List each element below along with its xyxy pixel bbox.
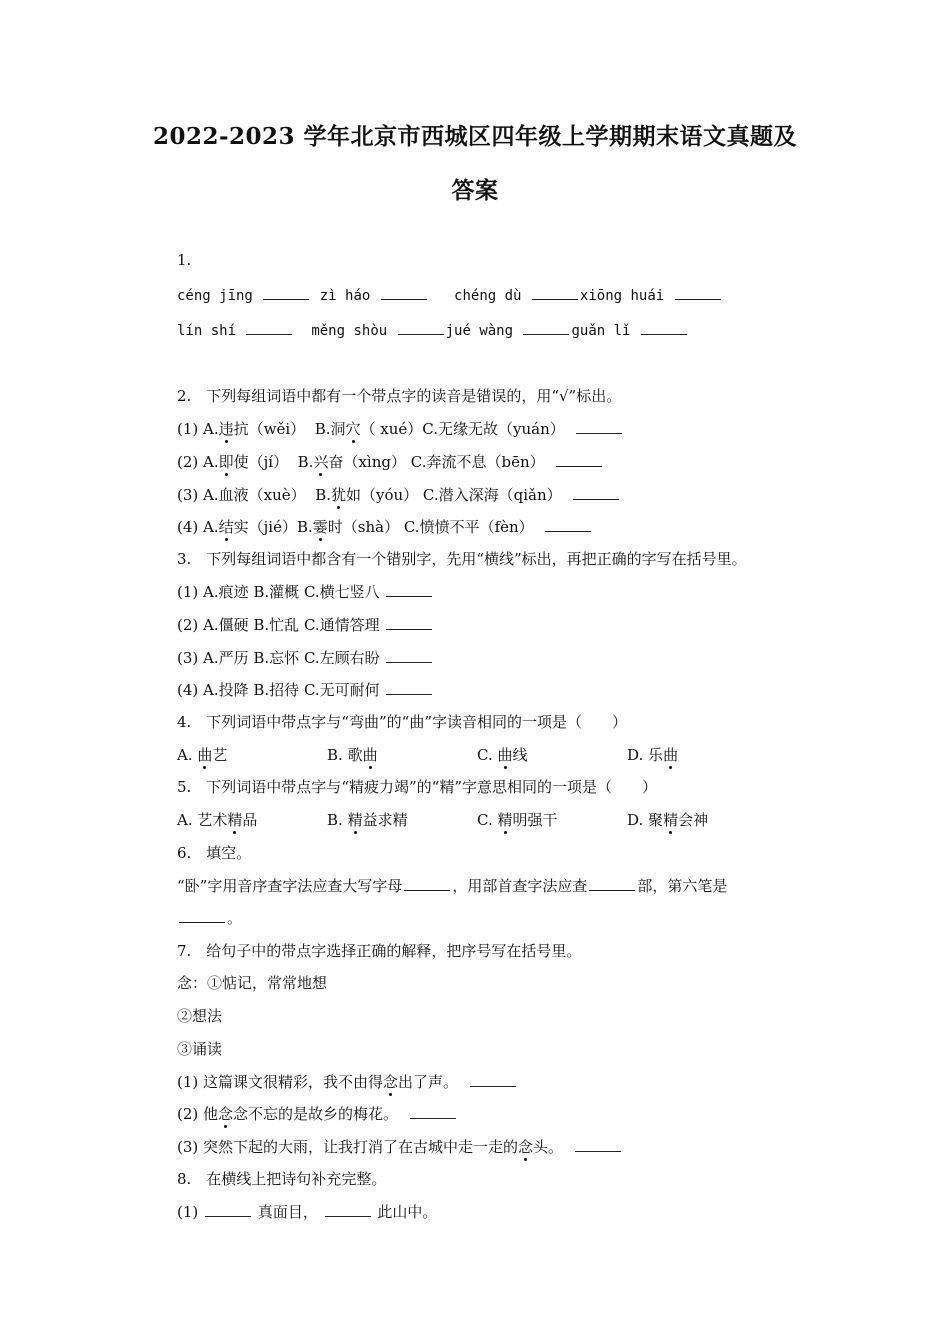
sentence-text: 念不忘的是故乡的梅花。 xyxy=(233,1105,399,1123)
q3-item-text: (3) A.严历 B.忘怀 C.左顾右盼 xyxy=(177,649,380,667)
option-a-text: 使（jí） xyxy=(233,453,289,471)
option-text: 艺术 xyxy=(197,811,228,829)
q4-option-d xyxy=(627,745,777,765)
q8-line-1 xyxy=(177,1202,437,1222)
q1-pinyin: céng jīng xyxy=(177,288,253,304)
option-a-text: 实（jié） xyxy=(233,518,297,536)
dotted-char: 精 xyxy=(347,811,363,829)
dotted-char: 穴 xyxy=(345,420,361,438)
q3-item-2 xyxy=(177,615,434,635)
answer-blank xyxy=(325,1202,371,1217)
option-label: A. xyxy=(177,746,193,764)
q1-pinyin: zì háo xyxy=(319,288,371,304)
q3-item-text: (2) A.僵硬 B.忙乱 C.通情答理 xyxy=(177,616,380,634)
q6-text: 。 xyxy=(227,909,243,927)
q2-item-1 xyxy=(177,419,624,439)
option-label: C. xyxy=(477,811,493,829)
option-b-text: （ xué）C.无缘无故（yuán） xyxy=(360,420,565,438)
answer-blank xyxy=(575,1137,621,1152)
answer-blank xyxy=(576,419,622,434)
q8-stem: 8. 在横线上把诗句补充完整。 xyxy=(177,1170,387,1188)
dotted-char: 结 xyxy=(218,518,234,536)
q5-option-a xyxy=(177,810,327,830)
option-b-label: B. xyxy=(315,486,331,504)
option-text: 益求精 xyxy=(362,811,408,829)
q1-pinyin: chéng dù xyxy=(454,288,522,304)
option-text: 歌 xyxy=(347,746,363,764)
q6-line-2 xyxy=(177,908,242,928)
q2-item-4 xyxy=(177,517,593,537)
item-number: (1) xyxy=(177,1203,199,1221)
option-a-text: 抗（wěi） xyxy=(233,420,306,438)
q7-def-2: ②想法 xyxy=(177,1007,223,1025)
option-b-text: 如（yóu） C.潜入深海（qiǎn） xyxy=(346,486,562,504)
sentence-text: 出了声。 xyxy=(398,1073,459,1091)
q1-pinyin: měng shòu xyxy=(311,323,388,339)
dotted-char: 曲 xyxy=(362,746,378,764)
option-text: 线 xyxy=(512,746,528,764)
q1-pinyin: xiōng huái xyxy=(579,288,665,304)
q2-item-2 xyxy=(177,452,604,472)
q1-pinyin: lín shí xyxy=(177,323,237,339)
q6-text: ，用部首查字法应查 xyxy=(452,877,588,895)
q3-item-text: (1) A.痕迹 B.灌概 C.横七竖八 xyxy=(177,583,380,601)
dotted-char: 曲 xyxy=(197,746,213,764)
answer-blank xyxy=(470,1072,516,1087)
option-b-text: 时（shà） C.愤愤不平（fèn） xyxy=(327,518,534,536)
q3-item-text: (4) A.投降 B.招待 C.无可耐何 xyxy=(177,681,380,699)
q1-number: 1. xyxy=(177,251,192,269)
option-a-label: A. xyxy=(203,453,219,471)
option-text: 会神 xyxy=(678,811,709,829)
q4-stem: 4. 下列词语中带点字与“弯曲”的“曲”字读音相同的一项是（ ） xyxy=(177,713,627,731)
answer-blank xyxy=(675,285,721,300)
item-number: (3) xyxy=(177,486,199,504)
q4-options xyxy=(177,745,777,765)
sentence-text: (1) 这篇课文很精彩，我不由得 xyxy=(177,1073,384,1091)
answer-blank xyxy=(523,320,569,335)
q7-def-3: ③诵读 xyxy=(177,1040,223,1058)
q5-options xyxy=(177,810,777,830)
poem-text: 此山中。 xyxy=(377,1203,438,1221)
page-title-line-1: 2022-2023 学年北京市西城区四年级上学期期末语文真题及 xyxy=(152,123,798,150)
option-a-label: A. xyxy=(203,420,219,438)
answer-blank xyxy=(398,320,444,335)
answer-blank xyxy=(589,876,635,891)
q5-option-d xyxy=(627,810,777,830)
option-b-label: B. xyxy=(296,518,313,536)
dotted-char: 违 xyxy=(218,420,234,438)
answer-blank xyxy=(179,908,225,923)
answer-blank xyxy=(410,1104,456,1119)
option-text: 明强干 xyxy=(512,811,558,829)
option-b-text: 奋（xìng） C.奔流不息（bēn） xyxy=(328,453,545,471)
q3-stem: 3. 下列每组词语中都含有一个错别字，先用“横线”标出，再把正确的字写在括号里。 xyxy=(177,550,747,568)
q2-item-3 xyxy=(177,485,621,505)
option-a-label: A.血 xyxy=(203,486,234,504)
answer-blank xyxy=(532,285,578,300)
item-number: (4) xyxy=(177,518,199,536)
answer-blank xyxy=(381,285,427,300)
q5-option-c xyxy=(477,810,627,830)
answer-blank xyxy=(386,680,432,695)
poem-text: 真面目， xyxy=(257,1203,318,1221)
sentence-text: 头。 xyxy=(533,1138,564,1156)
q6-text: “卧”字用音序查字法应查大写字母 xyxy=(177,877,403,895)
answer-blank xyxy=(386,582,432,597)
q7-sentence-1 xyxy=(177,1072,518,1092)
q1-pinyin: guǎn lǐ xyxy=(571,323,631,339)
sentence-text: (2) 他 xyxy=(177,1105,219,1123)
dotted-char: 曲 xyxy=(497,746,513,764)
q7-sentence-3 xyxy=(177,1137,623,1157)
q1-pinyin: jué wàng xyxy=(445,323,514,339)
option-a-label: A. xyxy=(203,518,219,536)
q1-row-1 xyxy=(177,285,723,306)
q3-item-4 xyxy=(177,680,434,700)
answer-blank xyxy=(556,452,602,467)
q4-option-a xyxy=(177,745,327,765)
q7-def-1: 念：①惦记，常常地想 xyxy=(177,974,328,992)
q1-row-2 xyxy=(177,320,689,341)
option-text: 品 xyxy=(242,811,258,829)
option-label: B. xyxy=(327,811,343,829)
answer-blank xyxy=(386,648,432,663)
q4-option-b xyxy=(327,745,477,765)
dotted-char: 兴 xyxy=(313,453,329,471)
dotted-char: 即 xyxy=(218,453,234,471)
dotted-char: 霎 xyxy=(312,518,328,536)
dotted-char: 念 xyxy=(218,1105,234,1123)
option-b-label: B. xyxy=(297,453,314,471)
q5-option-b xyxy=(327,810,477,830)
option-label: B. xyxy=(327,746,343,764)
q7-sentence-2 xyxy=(177,1104,458,1124)
q5-stem: 5. 下列词语中带点字与“精疲力竭”的“精”字意思相同的一项是（ ） xyxy=(177,778,657,796)
answer-blank xyxy=(545,517,591,532)
answer-blank xyxy=(641,320,687,335)
item-number: (2) xyxy=(177,453,199,471)
page-title-line-2: 答案 xyxy=(451,177,499,204)
answer-blank xyxy=(573,485,619,500)
dotted-char: 念 xyxy=(518,1138,534,1156)
option-label: A. xyxy=(177,811,193,829)
q7-stem: 7. 给句子中的带点字选择正确的解释，把序号写在括号里。 xyxy=(177,942,582,960)
item-number: (1) xyxy=(177,420,199,438)
q4-option-c xyxy=(477,745,627,765)
option-label: C. xyxy=(477,746,493,764)
answer-blank xyxy=(263,285,309,300)
option-a-text: 液（xuè） xyxy=(233,486,306,504)
q3-item-1 xyxy=(177,582,434,602)
dotted-char: 曲 xyxy=(663,746,679,764)
sentence-text: (3) 突然下起的大雨，让我打消了在古城中走一走的 xyxy=(177,1138,519,1156)
answer-blank xyxy=(386,615,432,630)
dotted-char: 犹 xyxy=(330,486,346,504)
dotted-char: 念 xyxy=(383,1073,399,1091)
dotted-char: 精 xyxy=(497,811,513,829)
option-text: 聚 xyxy=(648,811,664,829)
option-label: D. xyxy=(627,746,644,764)
dotted-char: 精 xyxy=(663,811,679,829)
answer-blank xyxy=(404,876,450,891)
option-b-label: B.洞 xyxy=(314,420,346,438)
answer-blank xyxy=(205,1202,251,1217)
dotted-char: 精 xyxy=(227,811,243,829)
q6-text: 部，第六笔是 xyxy=(637,877,728,895)
option-text: 艺 xyxy=(212,746,228,764)
q2-stem: 2. 下列每组词语中都有一个带点字的读音是错误的，用“√”标出。 xyxy=(177,387,622,405)
q6-line-1 xyxy=(177,876,727,896)
option-label: D. xyxy=(627,811,644,829)
answer-blank xyxy=(246,320,292,335)
option-text: 乐 xyxy=(648,746,664,764)
q6-stem: 6. 填空。 xyxy=(177,844,252,862)
q3-item-3 xyxy=(177,648,434,668)
